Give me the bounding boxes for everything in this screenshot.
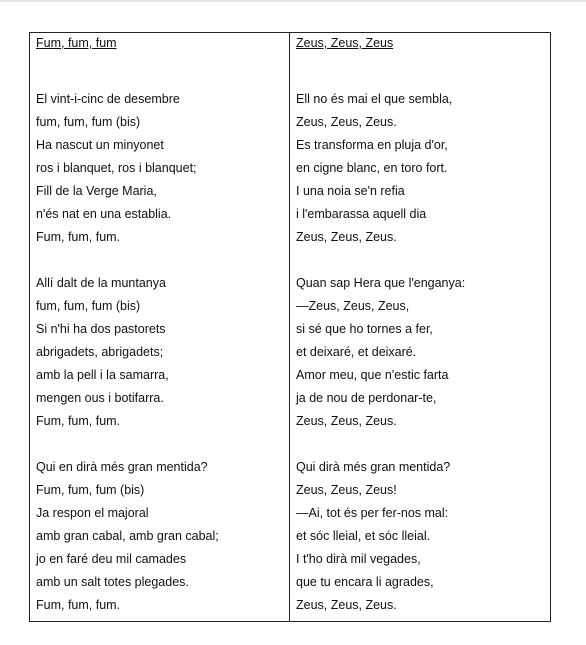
verse-line: jo en faré deu mil camades bbox=[36, 552, 187, 566]
left-stanza-3 bbox=[36, 456, 289, 617]
verse-line: n'és nat en una establia. bbox=[36, 207, 172, 221]
verse-line: —Ai, tot és per fer-nos mal: bbox=[296, 506, 449, 520]
verse-line: si sé que ho tornes a fer, bbox=[296, 322, 433, 336]
verse-line: I una noia se'n refia bbox=[296, 184, 405, 198]
verse-line: Si n'hi ha dos pastorets bbox=[36, 322, 166, 336]
verse-line: Zeus, Zeus, Zeus. bbox=[296, 414, 397, 428]
verse-line: Zeus, Zeus, Zeus! bbox=[296, 483, 397, 497]
verse-line: —Zeus, Zeus, Zeus, bbox=[296, 299, 410, 313]
left-stanza-2 bbox=[36, 272, 289, 433]
right-poem-title: Zeus, Zeus, Zeus bbox=[296, 36, 394, 50]
verse-line: Allí dalt de la muntanya bbox=[36, 276, 166, 290]
verse-line: et sóc lleial, et sóc lleial. bbox=[296, 529, 431, 543]
verse-line: Fum, fum, fum. bbox=[36, 414, 121, 428]
verse-line: amb gran cabal, amb gran cabal; bbox=[36, 529, 219, 543]
stanza-gap bbox=[296, 249, 550, 272]
verse-line: fum, fum, fum (bis) bbox=[36, 299, 141, 313]
right-poem-column bbox=[290, 33, 550, 621]
verse-line: Fum, fum, fum. bbox=[36, 230, 121, 244]
verse-line: et deixaré, et deixaré. bbox=[296, 345, 417, 359]
stanza-gap bbox=[296, 433, 550, 456]
verse-line: Ha nascut un minyonet bbox=[36, 138, 164, 152]
verse-line: Fum, fum, fum. bbox=[36, 598, 121, 612]
verse-line: Quan sap Hera que l'enganya: bbox=[296, 276, 466, 290]
verse-line: Es transforma en pluja d'or, bbox=[296, 138, 448, 152]
verse-line: en cigne blanc, en toro fort. bbox=[296, 161, 448, 175]
title-spacer bbox=[296, 52, 550, 88]
verse-line: Fum, fum, fum (bis) bbox=[36, 483, 145, 497]
verse-line: amb un salt totes plegades. bbox=[36, 575, 189, 589]
stanza-gap bbox=[36, 433, 289, 456]
verse-line: i l'embarassa aquell dia bbox=[296, 207, 427, 221]
verse-line: El vint-i-cinc de desembre bbox=[36, 92, 180, 106]
right-stanza-2 bbox=[296, 272, 550, 433]
verse-line: Qui dirà més gran mentida? bbox=[296, 460, 451, 474]
left-stanza-1 bbox=[36, 88, 289, 249]
verse-line: Qui en dirà més gran mentida? bbox=[36, 460, 208, 474]
right-stanza-1 bbox=[296, 88, 550, 249]
title-spacer bbox=[36, 52, 289, 88]
verse-line: fum, fum, fum (bis) bbox=[36, 115, 141, 129]
right-stanza-3 bbox=[296, 456, 550, 617]
verse-line: Zeus, Zeus, Zeus. bbox=[296, 598, 397, 612]
verse-line: amb la pell i la samarra, bbox=[36, 368, 169, 382]
left-poem-title: Fum, fum, fum bbox=[36, 36, 117, 50]
verse-line: Amor meu, que n'estic farta bbox=[296, 368, 449, 382]
left-poem-column bbox=[30, 33, 290, 621]
verse-line: que tu encara li agrades, bbox=[296, 575, 434, 589]
verse-line: Ja respon el majoral bbox=[36, 506, 149, 520]
poem-comparison-table bbox=[29, 32, 551, 622]
verse-line: mengen ous i botifarra. bbox=[36, 391, 164, 405]
verse-line: I t'ho dirà mil vegades, bbox=[296, 552, 421, 566]
verse-line: abrigadets, abrigadets; bbox=[36, 345, 164, 359]
verse-line: Zeus, Zeus, Zeus. bbox=[296, 230, 397, 244]
verse-line: Zeus, Zeus, Zeus. bbox=[296, 115, 397, 129]
stanza-gap bbox=[36, 249, 289, 272]
page-top-rule bbox=[0, 0, 586, 2]
verse-line: Ell no és mai el que sembla, bbox=[296, 92, 453, 106]
verse-line: Fill de la Verge Maria, bbox=[36, 184, 157, 198]
verse-line: ros i blanquet, ros i blanquet; bbox=[36, 161, 197, 175]
verse-line: ja de nou de perdonar-te, bbox=[296, 391, 437, 405]
